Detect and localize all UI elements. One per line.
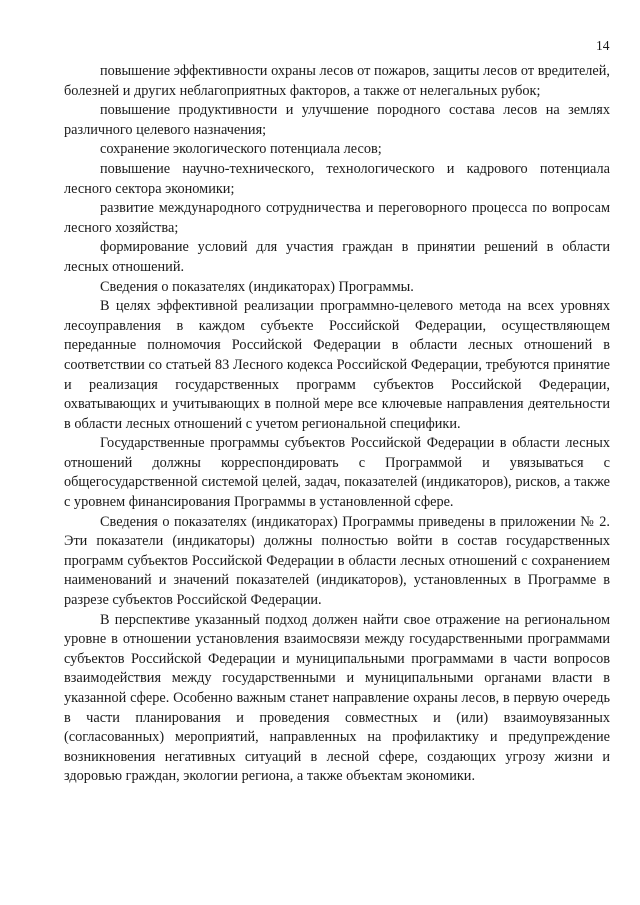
body-paragraph: В целях эффективной реализации программно-целевого метода на всех уровнях лесоуправления в каждом субъекте Российской Федерации, осуществляющем переданные полномочия Российской Федерации в области лесных отношений в соответствии со статьей 83 Лесного кодекса Российской Федерации, требуются принятие и реализация государственных программ субъектов Российской Федерации, охватывающих и учитывающих в полной мере все ключевые направления деятельности в области лесных отношений с учетом региональной специфики.	[64, 298, 610, 432]
body-paragraph: Государственные программы субъектов Российской Федерации в области лесных отношений должны корреспондировать с Программой и увязываться с общегосударственной системой целей, задач, показателей (индикаторов), рисков, а также с уровнем финансирования Программы в установленной сфере.	[64, 435, 610, 511]
list-item-ecological-potential: сохранение экологического потенциала лесов;	[100, 141, 382, 158]
list-item-international-cooperation: развитие международного сотрудничества и переговорного процесса по вопросам лесного хозяйства;	[64, 200, 610, 236]
list-item-productivity: повышение продуктивности и улучшение породного состава лесов на землях различного целевого назначения;	[64, 102, 610, 138]
section-heading-indicators: Сведения о показателях (индикаторах) Программы.	[100, 278, 414, 295]
document-body	[64, 62, 610, 787]
list-item-scientific-potential: повышение научно-технического, технологического и кадрового потенциала лесного сектора экономики;	[64, 160, 610, 197]
body-paragraph: Сведения о показателях (индикаторах) Программы приведены в приложении № 2. Эти показатели (индикаторы) должны полностью войти в состав государственных программ субъектов Российской Федерации в области лесных отношений с сохранением наименований и значений показателей (индикаторов), установленных в Программе в разрезе субъектов Российской Федерации.	[64, 513, 610, 609]
page-number: 14	[596, 38, 610, 53]
list-item-citizen-participation: формирование условий для участия граждан в принятии решений в области лесных отношений.	[64, 239, 610, 275]
body-paragraph: В перспективе указанный подход должен найти свое отражение на региональном уровне в отношении установления взаимосвязи между государственными программами субъектов Российской Федерации и муниципальными программами в части вопросов взаимодействия между государственными и муниципальными органами власти в указанной сфере. Особенно важным станет направление охраны лесов, в первую очередь в части планирования и проведения совместных и (или) взаимоувязанных (согласованных) мероприятий, направленных на профилактику и предупреждение возникновения негативных ситуаций в лесной сфере, создающих угрозу жизни и здоровью граждан, экологии региона, а также объектам экономики.	[64, 611, 610, 785]
list-item-forest-protection: повышение эффективности охраны лесов от пожаров, защиты лесов от вредителей, болезней и других неблагоприятных факторов, а также от нелегальных рубок;	[64, 63, 610, 99]
